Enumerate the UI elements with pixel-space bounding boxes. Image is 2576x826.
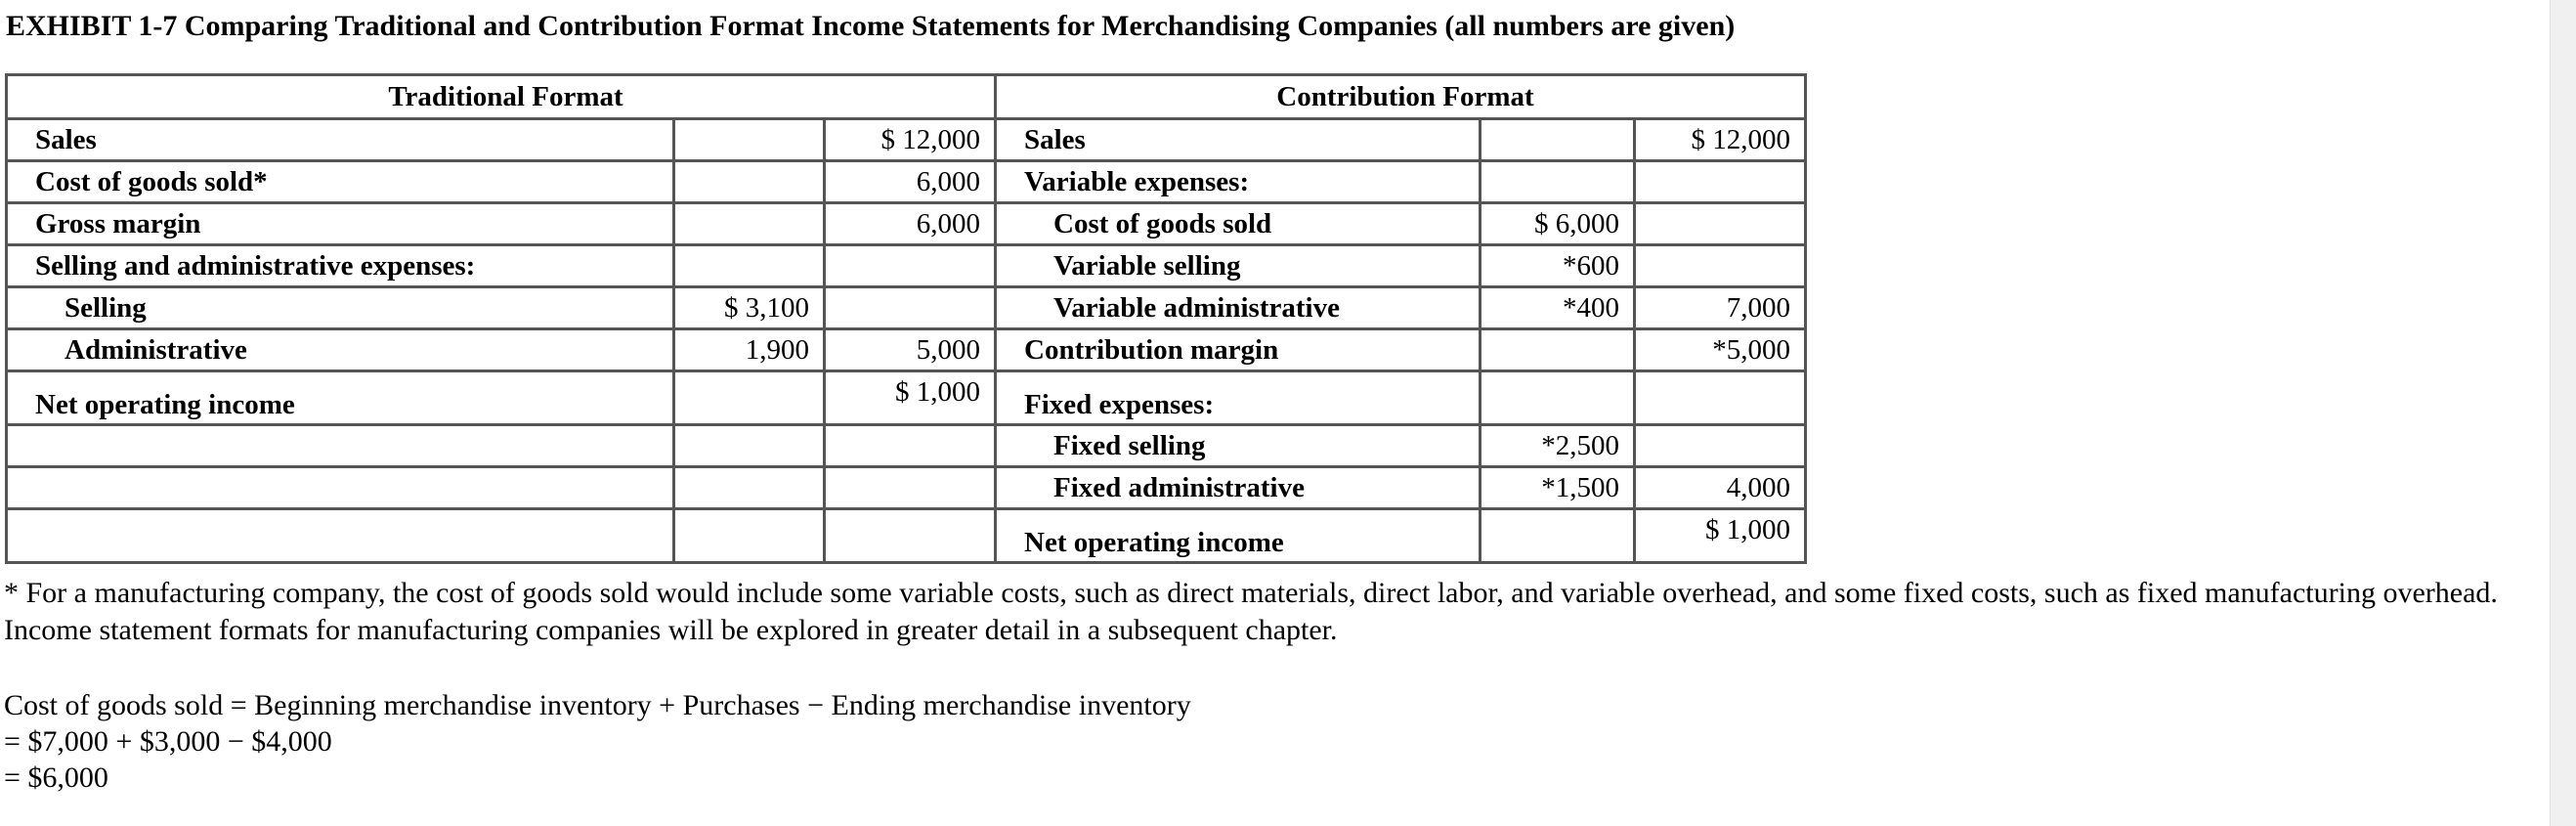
traditional-label xyxy=(7,425,674,467)
traditional-label: Gross margin xyxy=(7,203,674,245)
contribution-label: Variable selling xyxy=(996,245,1481,287)
contribution-col1: *1,500 xyxy=(1481,467,1635,509)
contribution-col1: *2,500 xyxy=(1481,425,1635,467)
table-row xyxy=(7,467,1806,509)
table-row xyxy=(7,509,1806,563)
traditional-label: Cost of goods sold* xyxy=(7,161,674,203)
traditional-col2 xyxy=(825,287,996,329)
contribution-col2 xyxy=(1635,371,1806,425)
traditional-label: Administrative xyxy=(7,329,674,371)
cost-of-goods-footnote: * For a manufacturing company, the cost of goods sold would include some variable costs, such as direct materials, direct labor, and variable overhead, and some fixed costs, such as fixed manufacturing overhead. Income statement formats for manufacturing companies will be explored in greater detail in a subsequent chapter. xyxy=(4,577,2498,646)
contribution-col1 xyxy=(1481,161,1635,203)
contribution-col1 xyxy=(1481,371,1635,425)
traditional-col1 xyxy=(674,119,825,161)
contribution-label: Net operating income xyxy=(996,509,1481,563)
formula-line: = $6,000 xyxy=(4,761,108,794)
traditional-label xyxy=(7,509,674,563)
contribution-col1: *400 xyxy=(1481,287,1635,329)
traditional-col1: 1,900 xyxy=(674,329,825,371)
traditional-col2 xyxy=(825,509,996,563)
traditional-label: Net operating income xyxy=(7,371,674,425)
traditional-col2: $ 1,000 xyxy=(825,371,996,425)
traditional-label xyxy=(7,467,674,509)
traditional-col1: $ 3,100 xyxy=(674,287,825,329)
traditional-col1 xyxy=(674,161,825,203)
income-statement-table xyxy=(5,73,1807,564)
table-row xyxy=(7,203,1806,245)
formula-line: Cost of goods sold = Beginning merchandise inventory + Purchases − Ending merchandise inventory xyxy=(4,689,1191,721)
table-row xyxy=(7,287,1806,329)
contribution-col2: $ 1,000 xyxy=(1635,509,1806,563)
contribution-label: Fixed selling xyxy=(996,425,1481,467)
contribution-col2 xyxy=(1635,203,1806,245)
contribution-label: Variable expenses: xyxy=(996,161,1481,203)
traditional-col2 xyxy=(825,425,996,467)
traditional-col2 xyxy=(825,467,996,509)
contribution-col1: *600 xyxy=(1481,245,1635,287)
table-row xyxy=(7,245,1806,287)
contribution-col1 xyxy=(1481,119,1635,161)
cogs-formula xyxy=(4,687,1191,796)
traditional-label: Sales xyxy=(7,119,674,161)
contribution-label: Contribution margin xyxy=(996,329,1481,371)
traditional-col1 xyxy=(674,425,825,467)
traditional-col1 xyxy=(674,509,825,563)
contribution-col2: 7,000 xyxy=(1635,287,1806,329)
traditional-col1 xyxy=(674,467,825,509)
traditional-label: Selling xyxy=(7,287,674,329)
contribution-col1 xyxy=(1481,509,1635,563)
contribution-col2: $ 12,000 xyxy=(1635,119,1806,161)
traditional-col2 xyxy=(825,245,996,287)
vertical-scrollbar[interactable] xyxy=(2550,0,2576,826)
contribution-label: Cost of goods sold xyxy=(996,203,1481,245)
exhibit-title: EXHIBIT 1-7 Comparing Traditional and Contribution Format Income Statements for Merchandising Companies (all numbers are given) xyxy=(6,10,1736,42)
table-row xyxy=(7,425,1806,467)
traditional-col1 xyxy=(674,203,825,245)
contribution-col2 xyxy=(1635,161,1806,203)
table-row xyxy=(7,371,1806,425)
traditional-col1 xyxy=(674,371,825,425)
contribution-col2: *5,000 xyxy=(1635,329,1806,371)
contribution-col1: $ 6,000 xyxy=(1481,203,1635,245)
contribution-label: Sales xyxy=(996,119,1481,161)
formula-line: = $7,000 + $3,000 − $4,000 xyxy=(4,725,332,758)
contribution-col2 xyxy=(1635,425,1806,467)
table-row xyxy=(7,119,1806,161)
contribution-label: Fixed expenses: xyxy=(996,371,1481,425)
contribution-col2: 4,000 xyxy=(1635,467,1806,509)
traditional-label: Selling and administrative expenses: xyxy=(7,245,674,287)
traditional-col2: 6,000 xyxy=(825,161,996,203)
traditional-format-header: Traditional Format xyxy=(7,75,996,119)
traditional-col2: 5,000 xyxy=(825,329,996,371)
contribution-label: Variable administrative xyxy=(996,287,1481,329)
traditional-col1 xyxy=(674,245,825,287)
traditional-col2: $ 12,000 xyxy=(825,119,996,161)
table-header-row xyxy=(7,75,1806,119)
traditional-col2: 6,000 xyxy=(825,203,996,245)
table-row xyxy=(7,329,1806,371)
contribution-col1 xyxy=(1481,329,1635,371)
contribution-label: Fixed administrative xyxy=(996,467,1481,509)
contribution-col2 xyxy=(1635,245,1806,287)
table-row xyxy=(7,161,1806,203)
contribution-format-header: Contribution Format xyxy=(996,75,1806,119)
